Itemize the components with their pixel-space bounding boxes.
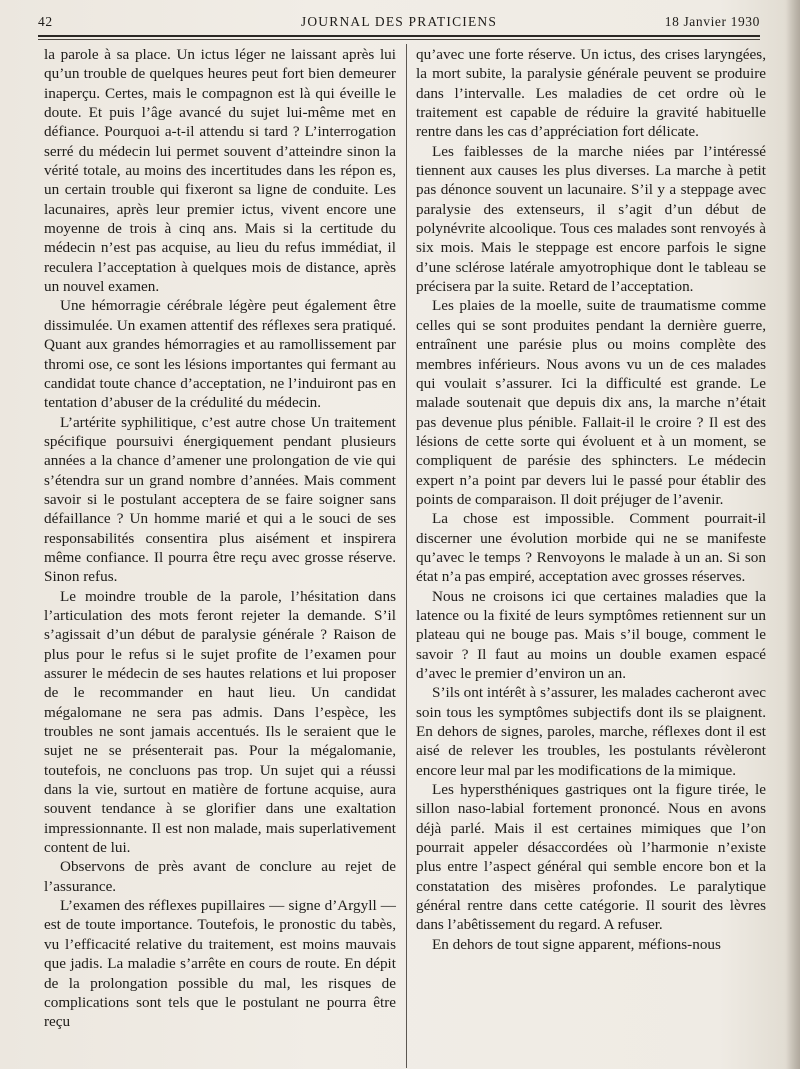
paragraph: Nous ne croisons ici que certaines maladies que la latence ou la fixité de leurs symptômes retiennent sur un plateau qui ne bouge pas. Mais s’il bouge, comment le savoir ? Il faut au moins un double examen espacé d’avec le premier d’environ un an. [416,587,766,682]
column-divider [406,44,407,1068]
journal-title: JOURNAL DES PRATICIENS [300,14,498,29]
header-rule [38,35,760,37]
page-number: 42 [38,14,53,29]
paragraph: Les plaies de la moelle, suite de traumatisme comme celles qui se sont produites pendant la dernière guerre, entraînent une parésie plus ou moins complète des membres inférieurs. Nous avons vu un de ces malades qui voulait s’assurer. Ici la difficulté est grande. Le malade soutenait que depuis dix ans, la marche n’était pas devenue plus pénible. Fallait-il le croire ? Il est des lésions de cette sorte qui évoluent et à un moment, se compliquent de parésie des sphincters. Le médecin expert n’a point par devers lui le passé pour établir des points de comparaison. Il doit préjuger de l’avenir. [416,297,766,508]
issue-date: 18 Janvier 1930 [664,14,760,29]
paragraph: la parole à sa place. Un ictus léger ne laissant après lui qu’un trouble de quelques heures peut fort bien demeurer inaperçu. Certes, mais le compagnon est là qui éveille le doute. Et puis l’âge avancé du sujet lui-même met en défiance. Pourquoi a-t-il attendu si tard ? L’interrogation serré du médecin lui permet souvent d’atteindre sinon la vérité totale, au moins des incertitudes dans les répon es, un certain trouble qui fixeront sa ligne de conduite. Les lacunaires, après leur premier ictus, vivent encore une moyenne de trois à cinq ans. Mais si la certitude du médecin n’est pas acquise, au lieu du refus immédiat, il reculera l’acceptation à quelques mois de distance, après un nouvel examen. [44,46,396,296]
page-edge-shadow [786,0,800,1069]
paragraph: Observons de près avant de conclure au rejet de l’assurance. [44,858,396,895]
header-rule-thin [38,39,760,40]
paragraph: S’ils ont intérêt à s’assurer, les malades cacheront avec soin tous les symptômes subjectifs dont ils se plaignent. En dehors de signes, paroles, marche, réflexes dont il est aisé de relever les troubles, les postulants révèleront encore leur mal par les modifications de la mimique. [416,684,766,779]
paragraph: qu’avec une forte réserve. Un ictus, des crises laryngées, la mort subite, la paralysie générale peuvent se produire dans l’intervalle. Les maladies de cet ordre où le traitement est capable de réduire la gravité habituelle rentre dans les cas d’appréciation fort délicate. [416,46,766,141]
paragraph: Les hypersthéniques gastriques ont la figure tirée, le sillon naso-labial fortement prononcé. Nous en avons déjà parlé. Mais il est certaines mimiques que l’on pourrait appeler désaccordées où l’harmonie n’existe plus entre l’aspect général qui semble encore bon et la constatation des misères profondes. Le paralytique général rentre dans cette catégorie. Il sourit des lèvres dans l’abêtissement du regard. A refuser. [416,781,766,934]
paragraph: Le moindre trouble de la parole, l’hésitation dans l’articulation des mots feront rejeter la demande. S’il s’agissait d’un début de paralysie générale ? Raison de plus pour le refus si le sujet profite de l’examen pour assurer le médecin de ses hautes relations et lui proposer de le recommander en haut lieu. Un candidat mégalomane ne sera pas admis. Dans l’espèce, les troubles ne sont jamais accentués. Ils le seraient que le sujet ne se présenterait pas. Pour la mégalomanie, toutefois, ne concluons pas trop. Un sujet qui a réussi dans la vie, surtout en matière de fortune acquise, aura souvent tendance à se glorifier dans une exaltation impressionnante. Il est non malade, mais superlativement content de lui. [44,587,396,857]
paragraph: La chose est impossible. Comment pourrait-il discerner une évolution morbide qui ne se manifeste qu’avec le temps ? Renvoyons le malade à un an. Si son état n’a pas empiré, acceptation avec grosses réserves. [416,510,766,586]
right-column [416,45,766,954]
paragraph: L’artérite syphilitique, c’est autre chose Un traitement spécifique poursuivi énergiquement pendant plusieurs années a la chance d’amener une prolongation de vie qui s’étendra sur un grand nombre d’années. Mais comment savoir si le postulant acceptera de se faire soigner sans défaillance ? Un homme marié et qui a le souci de ses responsabilités consentira plus aisément et inspirera même confiance. Il pourra être reçu avec grosse réserve. Sinon refus. [44,413,396,586]
paragraph: Une hémorragie cérébrale légère peut également être dissimulée. Un examen attentif des réflexes sera pratiqué. Quant aux grandes hémorragies et au ramollissement par thromi ose, ce sont les lésions importantes qui fermant au candidat toute chance d’acceptation, ne l’induiront pas en tentation d’abuser de la crédulité du médecin. [44,297,396,412]
left-column [44,45,396,1032]
paragraph: L’examen des réflexes pupillaires — signe d’Argyll — est de toute importance. Toutefois, le pronostic du tabès, vu l’efficacité relative du traitement, est moins mauvais que jadis. La maladie s’arrête en cours de route. En dépit de la prolongation possible du mal, les risques de complications sont tels que le postulant ne pourra être reçu [44,897,396,1031]
running-header [38,10,760,36]
paragraph: Les faiblesses de la marche niées par l’intéressé tiennent aux causes les plus diverses. La marche à petit pas dénonce souvent un lacunaire. S’il y a steppage avec paralysie des extenseurs, il s’agit d’un début de polynévrite alcoolique. Tous ces malades sont renvoyés à six mois. Mais le steppage est encore parfois le signe d’une sclérose latérale amyotrophique dont le tableau se précisera par la suite. Retard de l’acceptation. [416,142,766,296]
paragraph: En dehors de tout signe apparent, méfions-nous [432,935,721,953]
